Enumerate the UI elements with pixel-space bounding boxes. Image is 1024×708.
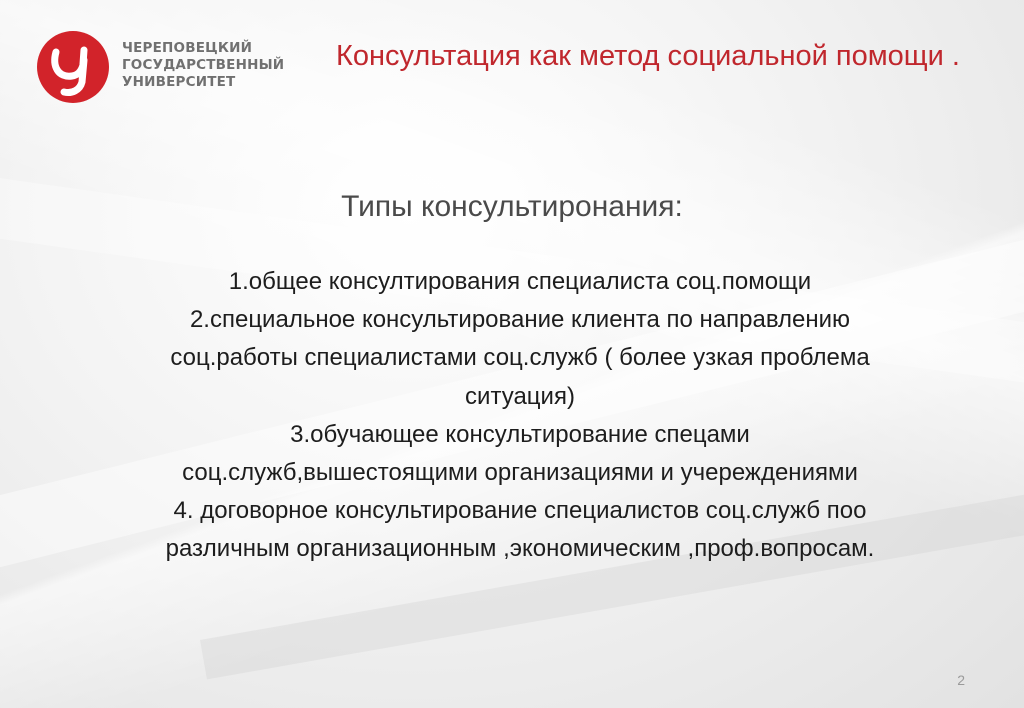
- page-number: 2: [957, 672, 965, 688]
- slide-subtitle: Типы консультиронания:: [341, 190, 683, 223]
- list-line: ситуация): [465, 382, 575, 410]
- university-name: [122, 40, 284, 91]
- list-line: соц.работы специалистами соц.служб ( более узкая проблема: [170, 344, 870, 372]
- university-name-line: УНИВЕРСИТЕТ: [122, 74, 236, 90]
- list-line: 1.общее консултирования специалиста соц.помощи: [228, 268, 812, 295]
- list-line: различным организационным ,экономическим ,проф.вопросам.: [165, 535, 875, 563]
- university-logo: [36, 30, 296, 106]
- slide-title: Консультация как метод социальной помощи .: [336, 40, 960, 72]
- list-line: 4. договорное консультирование специалистов соц.служб поо: [173, 497, 867, 525]
- university-name-line: ГОСУДАРСТВЕННЫЙ: [122, 57, 285, 73]
- consultation-types-list: [60, 263, 980, 569]
- university-name-line: ЧЕРЕПОВЕЦКИЙ: [122, 40, 253, 56]
- university-logo-icon: [36, 30, 110, 104]
- list-line: 3.обучающее консультирование спецами: [290, 420, 750, 448]
- list-line: 2.специальное консультирование клиента по направлению: [189, 306, 851, 334]
- list-line: соц.служб,вышестоящими организациями и учереждениями: [182, 459, 858, 487]
